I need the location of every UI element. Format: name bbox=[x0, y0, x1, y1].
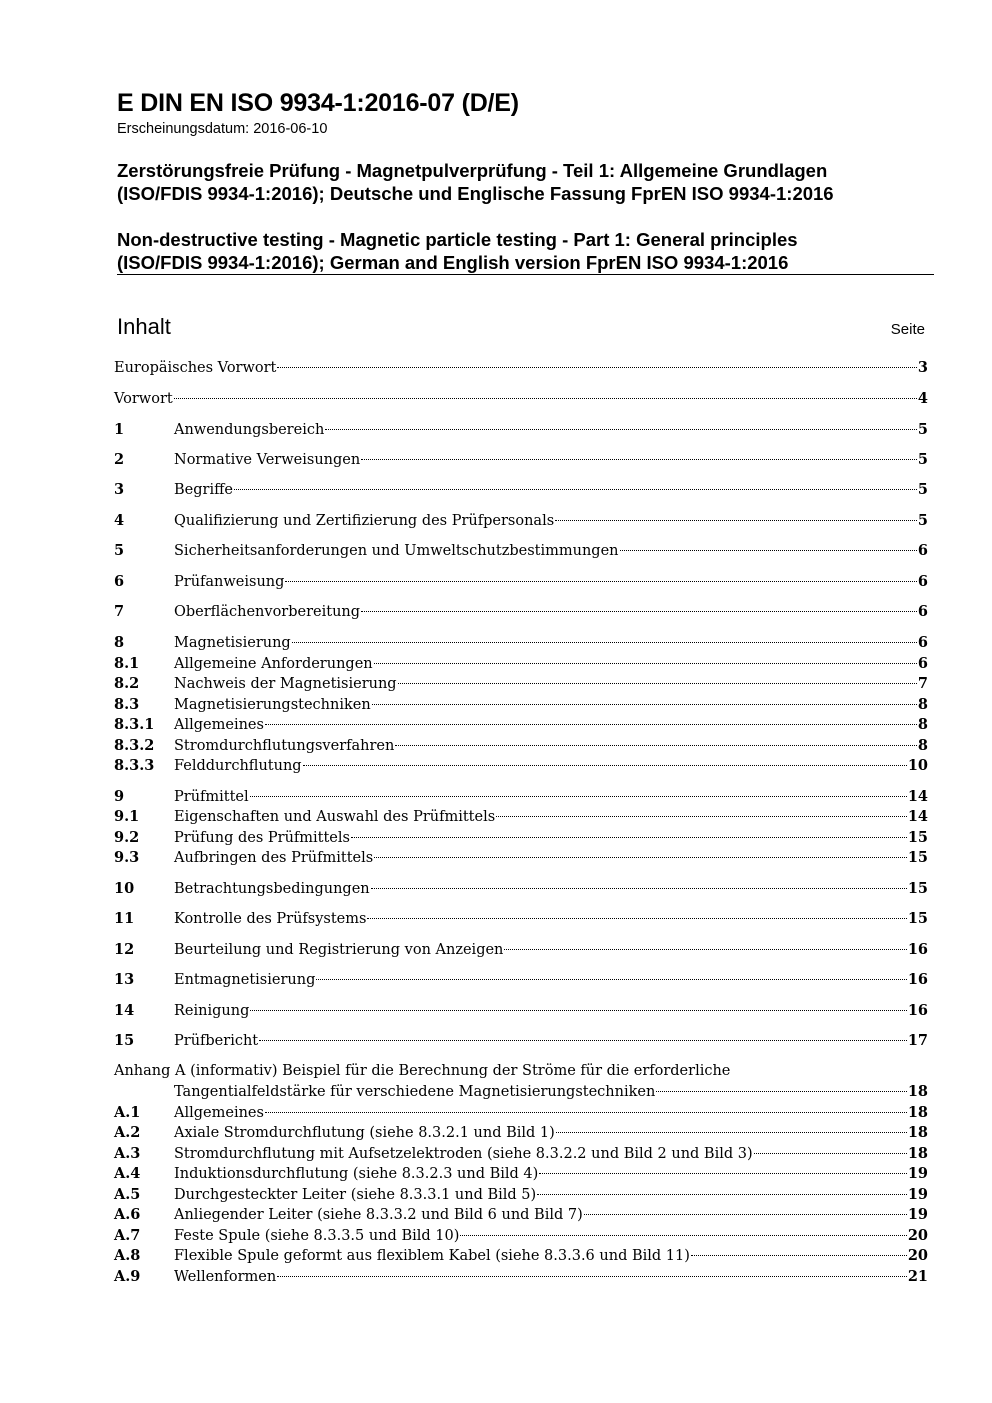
toc-entry-number: A.3 bbox=[114, 1145, 141, 1162]
toc-entry-number: 8.3.1 bbox=[114, 716, 155, 733]
toc-entry-label: Vorwort bbox=[114, 391, 173, 407]
toc-entry-number: 4 bbox=[114, 512, 125, 529]
leader-dots bbox=[367, 918, 906, 919]
toc-entry-label: Reinigung bbox=[174, 1003, 250, 1019]
toc-entry-page: 6 bbox=[917, 655, 928, 672]
page-column-label: Seite bbox=[890, 321, 925, 338]
toc-entry-page: 18 bbox=[907, 1145, 928, 1162]
toc-entry-number: 9.3 bbox=[114, 849, 140, 866]
toc-entry[interactable] bbox=[114, 450, 928, 470]
leader-dots bbox=[250, 796, 907, 797]
leader-dots bbox=[277, 1276, 907, 1277]
toc-entry-page: 5 bbox=[917, 451, 928, 468]
toc-entry-number: A.7 bbox=[114, 1227, 141, 1244]
toc-entry-label: Durchgesteckter Leiter (siehe 8.3.3.1 und Bild 5) bbox=[174, 1187, 537, 1203]
toc-entry[interactable] bbox=[114, 879, 928, 899]
toc-entry-number: 9 bbox=[114, 788, 125, 805]
toc-entry-label: Aufbringen des Prüfmittels bbox=[174, 850, 374, 866]
leader-dots bbox=[265, 724, 917, 725]
toc-entry-page: 15 bbox=[907, 849, 928, 866]
toc-entry-number: 8.2 bbox=[114, 675, 140, 692]
toc-entry-label: Allgemeines bbox=[174, 1105, 264, 1121]
toc-entry[interactable] bbox=[114, 480, 928, 500]
toc-entry[interactable] bbox=[114, 1103, 928, 1123]
toc-entry-number: 2 bbox=[114, 451, 125, 468]
leader-dots bbox=[395, 745, 917, 746]
toc-entry[interactable] bbox=[114, 940, 928, 960]
table-of-contents bbox=[114, 0, 928, 1403]
toc-entry-number: 1 bbox=[114, 421, 125, 438]
toc-entry[interactable] bbox=[114, 602, 928, 622]
leader-dots bbox=[361, 459, 917, 460]
toc-heading: Inhalt bbox=[117, 314, 171, 339]
toc-entry-number: 8.3.3 bbox=[114, 757, 155, 774]
toc-entry-label: Europäisches Vorwort bbox=[114, 360, 277, 376]
leader-dots bbox=[556, 1132, 907, 1133]
toc-entry-label: Normative Verweisungen bbox=[174, 452, 361, 468]
toc-entry[interactable] bbox=[114, 1031, 928, 1051]
toc-entry-page: 16 bbox=[907, 1002, 928, 1019]
toc-entry[interactable] bbox=[114, 1205, 928, 1225]
toc-entry-number: A.1 bbox=[114, 1104, 141, 1121]
toc-entry[interactable] bbox=[114, 695, 928, 715]
toc-entry-page: 8 bbox=[917, 737, 928, 754]
toc-entry-number: 10 bbox=[114, 880, 135, 897]
leader-dots bbox=[398, 683, 917, 684]
toc-entry-label: Qualifizierung und Zertifizierung des Prüfpersonals bbox=[174, 513, 555, 529]
toc-entry-number: A.4 bbox=[114, 1165, 141, 1182]
toc-entry[interactable] bbox=[114, 1001, 928, 1021]
leader-dots bbox=[292, 642, 917, 643]
toc-entry-page: 20 bbox=[907, 1227, 928, 1244]
toc-entry-number: A.8 bbox=[114, 1247, 141, 1264]
toc-entry-number: A.5 bbox=[114, 1186, 141, 1203]
toc-entry-number: 14 bbox=[114, 1002, 135, 1019]
title-german-line-2: (ISO/FDIS 9934-1:2016); Deutsche und Englische Fassung FprEN ISO 9934-1:2016 bbox=[117, 183, 834, 204]
toc-entry-label: Entmagnetisierung bbox=[174, 972, 316, 988]
publication-date: Erscheinungsdatum: 2016-06-10 bbox=[117, 121, 328, 137]
leader-dots bbox=[265, 1112, 907, 1113]
toc-entry-label: Allgemeine Anforderungen bbox=[174, 656, 373, 672]
toc-entry[interactable] bbox=[114, 1082, 928, 1102]
toc-entry-label: Begriffe bbox=[174, 482, 233, 498]
toc-entry-number: A.2 bbox=[114, 1124, 141, 1141]
toc-entry-page: 14 bbox=[907, 808, 928, 825]
toc-entry[interactable] bbox=[114, 787, 928, 807]
leader-dots bbox=[316, 979, 906, 980]
toc-entry-label: Prüfmittel bbox=[174, 789, 249, 805]
leader-dots bbox=[234, 489, 917, 490]
toc-entry[interactable] bbox=[114, 1267, 928, 1287]
toc-entry-number: 7 bbox=[114, 603, 125, 620]
leader-dots bbox=[374, 857, 907, 858]
toc-entry-number: 13 bbox=[114, 971, 135, 988]
standard-id: E DIN EN ISO 9934-1:2016-07 (D/E) bbox=[117, 89, 519, 117]
leader-dots bbox=[656, 1091, 906, 1092]
toc-entry-page: 6 bbox=[917, 542, 928, 559]
toc-entry-page: 5 bbox=[917, 421, 928, 438]
toc-entry-number: 15 bbox=[114, 1032, 135, 1049]
leader-dots bbox=[277, 367, 917, 368]
toc-entry-number: 11 bbox=[114, 910, 135, 927]
leader-dots bbox=[259, 1040, 907, 1041]
toc-entry-label: Feste Spule (siehe 8.3.3.5 und Bild 10) bbox=[174, 1228, 460, 1244]
toc-entry[interactable] bbox=[114, 756, 928, 776]
leader-dots bbox=[620, 550, 917, 551]
toc-entry-page: 18 bbox=[907, 1104, 928, 1121]
leader-dots bbox=[754, 1153, 907, 1154]
leader-dots bbox=[361, 611, 917, 612]
toc-entry-page: 8 bbox=[917, 716, 928, 733]
toc-entry-page: 18 bbox=[907, 1124, 928, 1141]
toc-entry[interactable] bbox=[114, 1226, 928, 1246]
toc-entry-page: 7 bbox=[917, 675, 928, 692]
leader-dots bbox=[539, 1173, 906, 1174]
leader-dots bbox=[174, 398, 917, 399]
title-english-line-1: Non-destructive testing - Magnetic particle testing - Part 1: General principles bbox=[117, 229, 798, 250]
title-english-line-2: (ISO/FDIS 9934-1:2016); German and English version FprEN ISO 9934-1:2016 bbox=[117, 252, 789, 273]
toc-entry-page: 15 bbox=[907, 910, 928, 927]
toc-entry-label: Sicherheitsanforderungen und Umweltschutzbestimmungen bbox=[174, 543, 619, 559]
toc-entry-label: Felddurchflutung bbox=[174, 758, 302, 774]
toc-entry[interactable] bbox=[114, 715, 928, 735]
toc-entry[interactable] bbox=[114, 674, 928, 694]
toc-entry-number: 9.1 bbox=[114, 808, 140, 825]
toc-entry[interactable] bbox=[114, 511, 928, 531]
toc-entry[interactable] bbox=[114, 736, 928, 756]
leader-dots bbox=[371, 888, 907, 889]
toc-entry-label: Magnetisierung bbox=[174, 635, 291, 651]
toc-entry-label: Kontrolle des Prüfsystems bbox=[174, 911, 367, 927]
title-german-line-1: Zerstörungsfreie Prüfung - Magnetpulverprüfung - Teil 1: Allgemeine Grundlagen bbox=[117, 160, 828, 181]
annex-title-continued: Tangentialfeldstärke für verschiedene Magnetisierungstechniken bbox=[174, 1084, 656, 1100]
toc-entry-label: Flexible Spule geformt aus flexiblem Kabel (siehe 8.3.3.6 und Bild 11) bbox=[174, 1248, 690, 1264]
toc-entry[interactable] bbox=[114, 970, 928, 990]
toc-entry-label: Prüfanweisung bbox=[174, 574, 285, 590]
toc-entry[interactable] bbox=[114, 1185, 928, 1205]
toc-entry-number: 8.3.2 bbox=[114, 737, 155, 754]
toc-entry[interactable] bbox=[114, 848, 928, 868]
toc-entry-page: 4 bbox=[917, 390, 928, 407]
toc-entry-label: Magnetisierungstechniken bbox=[174, 697, 371, 713]
leader-dots bbox=[372, 704, 917, 705]
toc-entry[interactable] bbox=[114, 358, 928, 378]
toc-entry-page: 5 bbox=[917, 481, 928, 498]
toc-entry[interactable] bbox=[114, 420, 928, 440]
toc-entry-page: 3 bbox=[917, 359, 928, 376]
toc-entry[interactable] bbox=[114, 654, 928, 674]
toc-entry-number: 12 bbox=[114, 941, 135, 958]
leader-dots bbox=[460, 1235, 906, 1236]
toc-entry-label: Oberflächenvorbereitung bbox=[174, 604, 361, 620]
toc-entry-page: 6 bbox=[917, 573, 928, 590]
toc-entry-page: 15 bbox=[907, 829, 928, 846]
toc-entry-label: Beurteilung und Registrierung von Anzeigen bbox=[174, 942, 504, 958]
toc-entry[interactable] bbox=[114, 389, 928, 409]
toc-entry-label: Prüfung des Prüfmittels bbox=[174, 830, 350, 846]
toc-entry[interactable] bbox=[114, 807, 928, 827]
toc-entry[interactable] bbox=[114, 541, 928, 561]
toc-entry-number: 8.3 bbox=[114, 696, 140, 713]
toc-entry-page: 15 bbox=[907, 880, 928, 897]
toc-entry-label: Nachweis der Magnetisierung bbox=[174, 676, 397, 692]
toc-entry[interactable] bbox=[114, 1123, 928, 1143]
leader-dots bbox=[691, 1255, 907, 1256]
annex-title[interactable]: Anhang A (informativ) Beispiel für die Berechnung der Ströme für die erforderliche bbox=[114, 1063, 731, 1079]
toc-entry-page: 8 bbox=[917, 696, 928, 713]
leader-dots bbox=[351, 837, 907, 838]
toc-entry[interactable] bbox=[114, 633, 928, 653]
toc-entry-page: 6 bbox=[917, 634, 928, 651]
toc-entry-page: 14 bbox=[907, 788, 928, 805]
toc-entry-label: Betrachtungsbedingungen bbox=[174, 881, 370, 897]
toc-entry-label: Prüfbericht bbox=[174, 1033, 259, 1049]
toc-entry[interactable] bbox=[114, 828, 928, 848]
toc-entry-page: 17 bbox=[907, 1032, 928, 1049]
leader-dots bbox=[303, 765, 907, 766]
leader-dots bbox=[555, 520, 917, 521]
toc-entry-page: 16 bbox=[907, 971, 928, 988]
toc-entry-number: 8.1 bbox=[114, 655, 140, 672]
leader-dots bbox=[496, 816, 907, 817]
toc-entry[interactable] bbox=[114, 1144, 928, 1164]
toc-entry-page: 21 bbox=[907, 1268, 928, 1285]
toc-entry[interactable] bbox=[114, 909, 928, 929]
toc-entry-number: 5 bbox=[114, 542, 125, 559]
toc-entry-page: 19 bbox=[907, 1186, 928, 1203]
leader-dots bbox=[504, 949, 906, 950]
toc-entry-page: 10 bbox=[907, 757, 928, 774]
toc-entry-page: 16 bbox=[907, 941, 928, 958]
toc-entry-page: 5 bbox=[917, 512, 928, 529]
toc-entry-label: Induktionsdurchflutung (siehe 8.3.2.3 und Bild 4) bbox=[174, 1166, 539, 1182]
toc-entry[interactable] bbox=[114, 1164, 928, 1184]
toc-entry-page: 20 bbox=[907, 1247, 928, 1264]
toc-entry-label: Allgemeines bbox=[174, 717, 264, 733]
toc-entry-number: 9.2 bbox=[114, 829, 140, 846]
toc-entry-label: Stromdurchflutungsverfahren bbox=[174, 738, 395, 754]
toc-entry-number: A.6 bbox=[114, 1206, 141, 1223]
toc-entry-page: 19 bbox=[907, 1206, 928, 1223]
toc-entry-label: Anwendungsbereich bbox=[174, 422, 325, 438]
toc-entry-label: Wellenformen bbox=[174, 1269, 277, 1285]
toc-entry-label: Stromdurchflutung mit Aufsetzelektroden (siehe 8.3.2.2 und Bild 2 und Bild 3) bbox=[174, 1146, 753, 1162]
toc-entry-number: 6 bbox=[114, 573, 125, 590]
toc-entry-label: Eigenschaften und Auswahl des Prüfmittels bbox=[174, 809, 496, 825]
leader-dots bbox=[374, 663, 917, 664]
leader-dots bbox=[584, 1214, 907, 1215]
toc-entry[interactable] bbox=[114, 1246, 928, 1266]
toc-entry-number: 8 bbox=[114, 634, 125, 651]
toc-entry-number: A.9 bbox=[114, 1268, 141, 1285]
toc-entry-label: Anliegender Leiter (siehe 8.3.3.2 und Bild 6 und Bild 7) bbox=[174, 1207, 583, 1223]
leader-dots bbox=[285, 581, 916, 582]
leader-dots bbox=[537, 1194, 907, 1195]
toc-entry-number: 3 bbox=[114, 481, 125, 498]
toc-entry-page: 6 bbox=[917, 603, 928, 620]
leader-dots bbox=[325, 429, 917, 430]
toc-entry-page: 19 bbox=[907, 1165, 928, 1182]
toc-entry[interactable] bbox=[114, 572, 928, 592]
toc-entry-label: Axiale Stromdurchflutung (siehe 8.3.2.1 und Bild 1) bbox=[174, 1125, 555, 1141]
toc-entry-page: 18 bbox=[907, 1083, 928, 1100]
leader-dots bbox=[250, 1010, 906, 1011]
